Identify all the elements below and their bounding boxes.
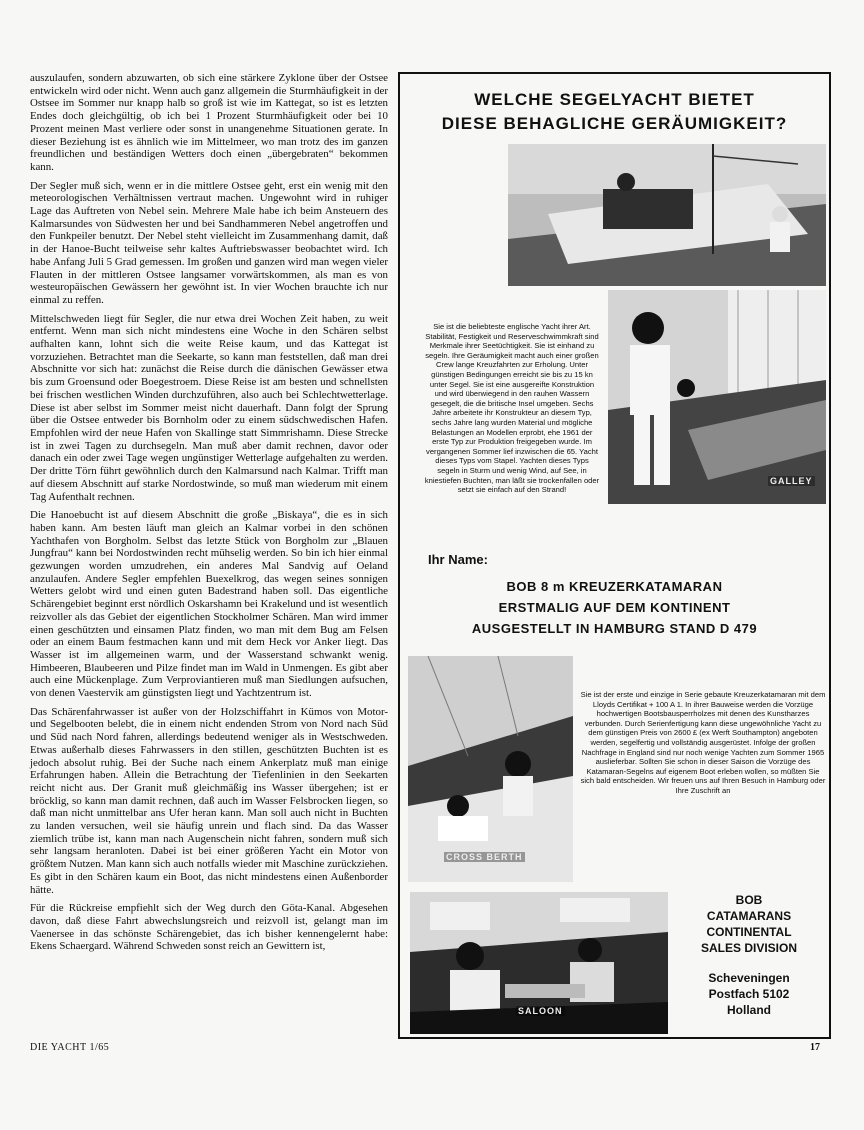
ad-model-name-line-3: AUSGESTELLT IN HAMBURG STAND D 479 <box>471 621 758 636</box>
article-paragraph: Die Hanoebucht ist auf diesem Abschnitt die große „Biskaya“, die es in sich haben kann. Am besten läuft man gleich an Kalmar vorbei in den schönen Yachthafen von Borgholm. Selbst das letzte Stück von Borgholm zur „Blauen Jungfrau“ kann bei Nordostwinden recht mühselig werden. So bin ich hier einmal gezwungen worden umzudrehen, ein anderes Mal Sandvig auf Oeland anzulaufen. Andere Segler empfehlen Buexelkrog, das wegen seines sonnigen Wetters gelobt wird und einen guten Badestrand haben soll. Das eigentliche Schärengebiet beginnt erst nördlich Oskarshamn bei Krakelund und ist wesentlich reizvoller als das Gebiet der eigentlichen Stockholmer Schären. Man wird immer einen geschützten und einsamen Platz finden, wo man mit dem Bug am Felsen oder an einem Baum festmachen kann und mit dem Heck vor Anker liegt. Das Wasser ist im allgemeinen warm, und der Wasserstand schwankt wenig. Himbeeren, Blaubeeren und Pilze findet man im Wald in Unmengen. Es gibt aber auch eine Mückenplage. Zum Verproviantieren muß man Siedlungen aufsuchen, von denen Vaestervik am günstigsten liegt und Yachtzentrum ist. <box>30 509 388 700</box>
ad-headline-line-1: WELCHE SEGELYACHT BIETET <box>474 90 755 109</box>
article-paragraph: Der Segler muß sich, wenn er in die mittlere Ostsee geht, erst ein wenig mit den meteorologischen Verhältnissen vertraut machen. Ungewohnt wird in ruhiger Lage das Auftreten von Nebel sein. Mehrere Male habe ich beim Ansteuern des Kalmarsundes von Südwesten her und bei Sandhammeren Nebel angetroffen und den Funkpeiler benutzt. Der Nebel steht vielleicht im Zusammenhang damit, daß in der Hanoe-Bucht teilweise sehr kaltes Auftriebswasser beobachtet wird. Ich habe Anfang Juli 5 Grad gemessen. Im großen und ganzen wird man wegen vieler Flauten in der mittleren Ostsee langsamer vorwärtskommen, als man es von westeuropäischen Gewässern her gewöhnt ist. In vier Wochen brauchte ich nur einmal zu reffen. <box>30 179 388 306</box>
contact-city: Scheveningen <box>708 971 790 985</box>
ad-name-label: Ihr Name: <box>428 552 488 567</box>
footer-journal: DIE YACHT 1/65 <box>30 1042 110 1053</box>
contact-company-1: BOB <box>735 893 763 907</box>
ad-headline-line-2: DIESE BEHAGLICHE GERÄUMIGKEIT? <box>441 114 788 133</box>
cross-berth-photo-graphic <box>408 656 573 882</box>
galley-photo-label: GALLEY <box>770 476 813 486</box>
ad-model-name <box>400 576 829 639</box>
contact-country: Holland <box>727 1003 771 1017</box>
article-column <box>30 72 388 959</box>
contact-postbox: Postfach 5102 <box>708 987 790 1001</box>
ad-caption-catamaran: Sie ist der erste und einzige in Serie gebaute Kreuzerkatamaran mit dem Lloyds Certifikat + 100 A 1. In ihrer Bauweise werden die Vorzüge hochwertigen Bootsbausperrholzes mit denen des Kunstharzes verbunden. Durch Serienfertigung kann diese ungewöhnliche Yacht zu dem günstigen Preis von 2600 £ (ex Werft Southampton) angeboten werden, segelfertig und vollständig ausgerüstet. Infolge der großen Nachfrage in England sind nur noch wenige Yachten zum Sommer 1965 auslieferbar. Sollten Sie schon in dieser Saison die Vorzüge des Katamaran-Segelns auf eigenem Boot erleben wollen, so müßten Sie sich bald entscheiden. Wir freuen uns auf Ihren Besuch in Hamburg oder Ihre Zuschrift an <box>580 690 826 795</box>
ad-headline <box>400 88 829 136</box>
ad-model-name-line-1: BOB 8 m KREUZERKATAMARAN <box>506 579 723 594</box>
cross-berth-photo-label: CROSS BERTH <box>446 852 523 862</box>
galley-photo-graphic <box>608 290 826 504</box>
article-paragraph: auszulaufen, sondern abzuwarten, ob sich eine stärkere Zyklone über der Ostsee entwickeln wird oder nicht. Wenn auch ganz allgemein die Sturmhäufigkeit in der Ostsee im Sommer nur knapp halb so groß ist wie im Kattegat, so ist es letzten Endes doch gleichgültig, ob ich bei 1 Prozent Sturmhäufigkeit oder bei 10 Prozent meinen Mast verliere oder sonst in unangenehme Situationen gerate. In dieser Beziehung ist es ähnlich wie im Mittelmeer, wo man trotz des im ganzen freundlichen und beständigen Wetters doch einen „übergebraten“ bekommen kann. <box>30 72 388 173</box>
galley-photo <box>608 290 826 504</box>
contact-company-4: SALES DIVISION <box>700 941 798 955</box>
ad-contact-block <box>668 892 830 1018</box>
contact-company-3: CONTINENTAL <box>706 925 792 939</box>
contact-spacer <box>668 956 830 970</box>
article-paragraph: Das Schärenfahrwasser ist außer von der Holzschiffahrt in Kümos von Motor- und Segelbooten belebt, die in einem nicht endenden Strom von Nord nach Süd und Süd nach Nord fahren, allerdings bedeutend weniger als in Westschweden. Etwas außerhalb dieses Fahrwassers in den stillen, geschützten Buchten ist es jedoch absolut ruhig. Bei der Suche nach einem Ankerplatz muß man einige Erfahrungen haben. Allein die Betrachtung der Tiefenlinien in den Seekarten reicht nicht aus. Der Granit muß gleichmäßig ins Wasser übergehen; ist er bröcklig, so kann man damit rechnen, daß auch im Wasser Felsbrocken liegen, so daß man nicht unmittelbar ans Ufer heran kann. Man soll auch nicht in Buchten zu landen versuchen, weil sie häufig unrein und flach sind. Da das Wasser ziemlich trübe ist, kann man nach Augenschein nicht fahren, sondern muß sich sehr langsam heranloten. Dabei ist bei einer größeren Yacht ein Motor von größtem Nutzen. Man kann sich auch notfalls wieder mit Maschine zurückziehen. Es gibt in den Schären kaum ein Boot, das nicht mindestens einen Außenborder hätte. <box>30 705 388 896</box>
contact-company-2: CATAMARANS <box>706 909 792 923</box>
article-paragraph: Mittelschweden liegt für Segler, die nur etwa drei Wochen Zeit haben, zu weit entfernt. Wenn man sich nicht mindestens eine Woche in den Schären selbst aufhalten kann, lohnt sich die weite Reise kaum, und das Kattegat ist vorzuziehen. Betrachtet man die Seekarte, so kann man feststellen, daß man drei Abschnitte vor sich hat: zunächst die Reise durch die dänischen Gewässer etwa bis zum Groensund oder Boegestroem. Diese Reise ist am besten und schnellsten bei frischen westlichen Winden durchzuführen, also auch bei Schlechtwetterlage. Diese ist aber selbst im Sommer meist nicht dauerhaft. Dann folgt der Sprung über die Ostsee entweder bis Bornholm oder zu einem südschwedischen Hafen. Empfohlen wird der neue Hafen von Skallinge statt Simmrishamn. Diese Strecke ist in zwei Tagen zu durchsegeln. Man muß aber damit rechnen, davor oder danach ein oder zwei Tage wegen ungünstiger Wetterlage aufgehalten zu werden. Der dritte Törn führt gewöhnlich durch den Kalmarsund nach Kalmar. Trifft man auf diesem Abschnitt auf starke Nordostwinde, so muß man wiederum mit einem Tag Aufenthalt rechnen. <box>30 312 388 503</box>
ad-caption-yacht: Sie ist die beliebteste englische Yacht ihrer Art. Stabilität, Festigkeit und Reserveschwimmkraft sind Merkmale ihrer Seetüchtigkeit. Sie ist einhand zu segeln. Ihre Geräumigkeit macht auch einer großen Crew lange Kreuzfahrten zur Erholung. Unter günstigen Bedingungen erreicht sie bis zu 15 kn unter Segel. Sie ist eine ausgereifte Konstruktion und wird überwiegend in den rauhen Wassern gesegelt, die die britische Insel umgeben. Sechs Jahre arbeitete ihr Konstrukteur an diesem Typ, sechs Jahre lang wurden Material und mögliche Belastungen an Modellen erprobt, ehe 1961 der erste Typ zur Produktion freigegeben wurde. Im vergangenen Sommer lief inzwischen die 65. Yacht dieses Typs vom Stapel. Yachten dieses Typs segeln in Sturm und wenig Wind, auf See, in kniestiefen Buchten, man läßt sie trockenfallen oder setzt sie einfach auf den Strand! <box>424 322 600 495</box>
footer-page-number: 17 <box>810 1042 820 1053</box>
ad-model-name-line-2: ERSTMALIG AUF DEM KONTINENT <box>498 600 731 615</box>
yacht-deck-photo-graphic <box>508 144 826 286</box>
saloon-photo <box>410 892 668 1034</box>
advertisement-box <box>398 72 831 1039</box>
yacht-deck-photo <box>508 144 826 286</box>
cross-berth-photo <box>408 656 573 882</box>
saloon-photo-label: SALOON <box>518 1006 563 1016</box>
article-paragraph: Für die Rückreise empfiehlt sich der Weg durch den Göta-Kanal. Abgesehen davon, daß diese Fahrt abwechslungsreich und reizvoll ist, gelangt man im Vaenersee in das schönste Schärengebiet, das ich bisher kennengelernt habe: Ekens Schaergard. Während Schweden sonst reich an Gewittern ist, <box>30 902 388 953</box>
